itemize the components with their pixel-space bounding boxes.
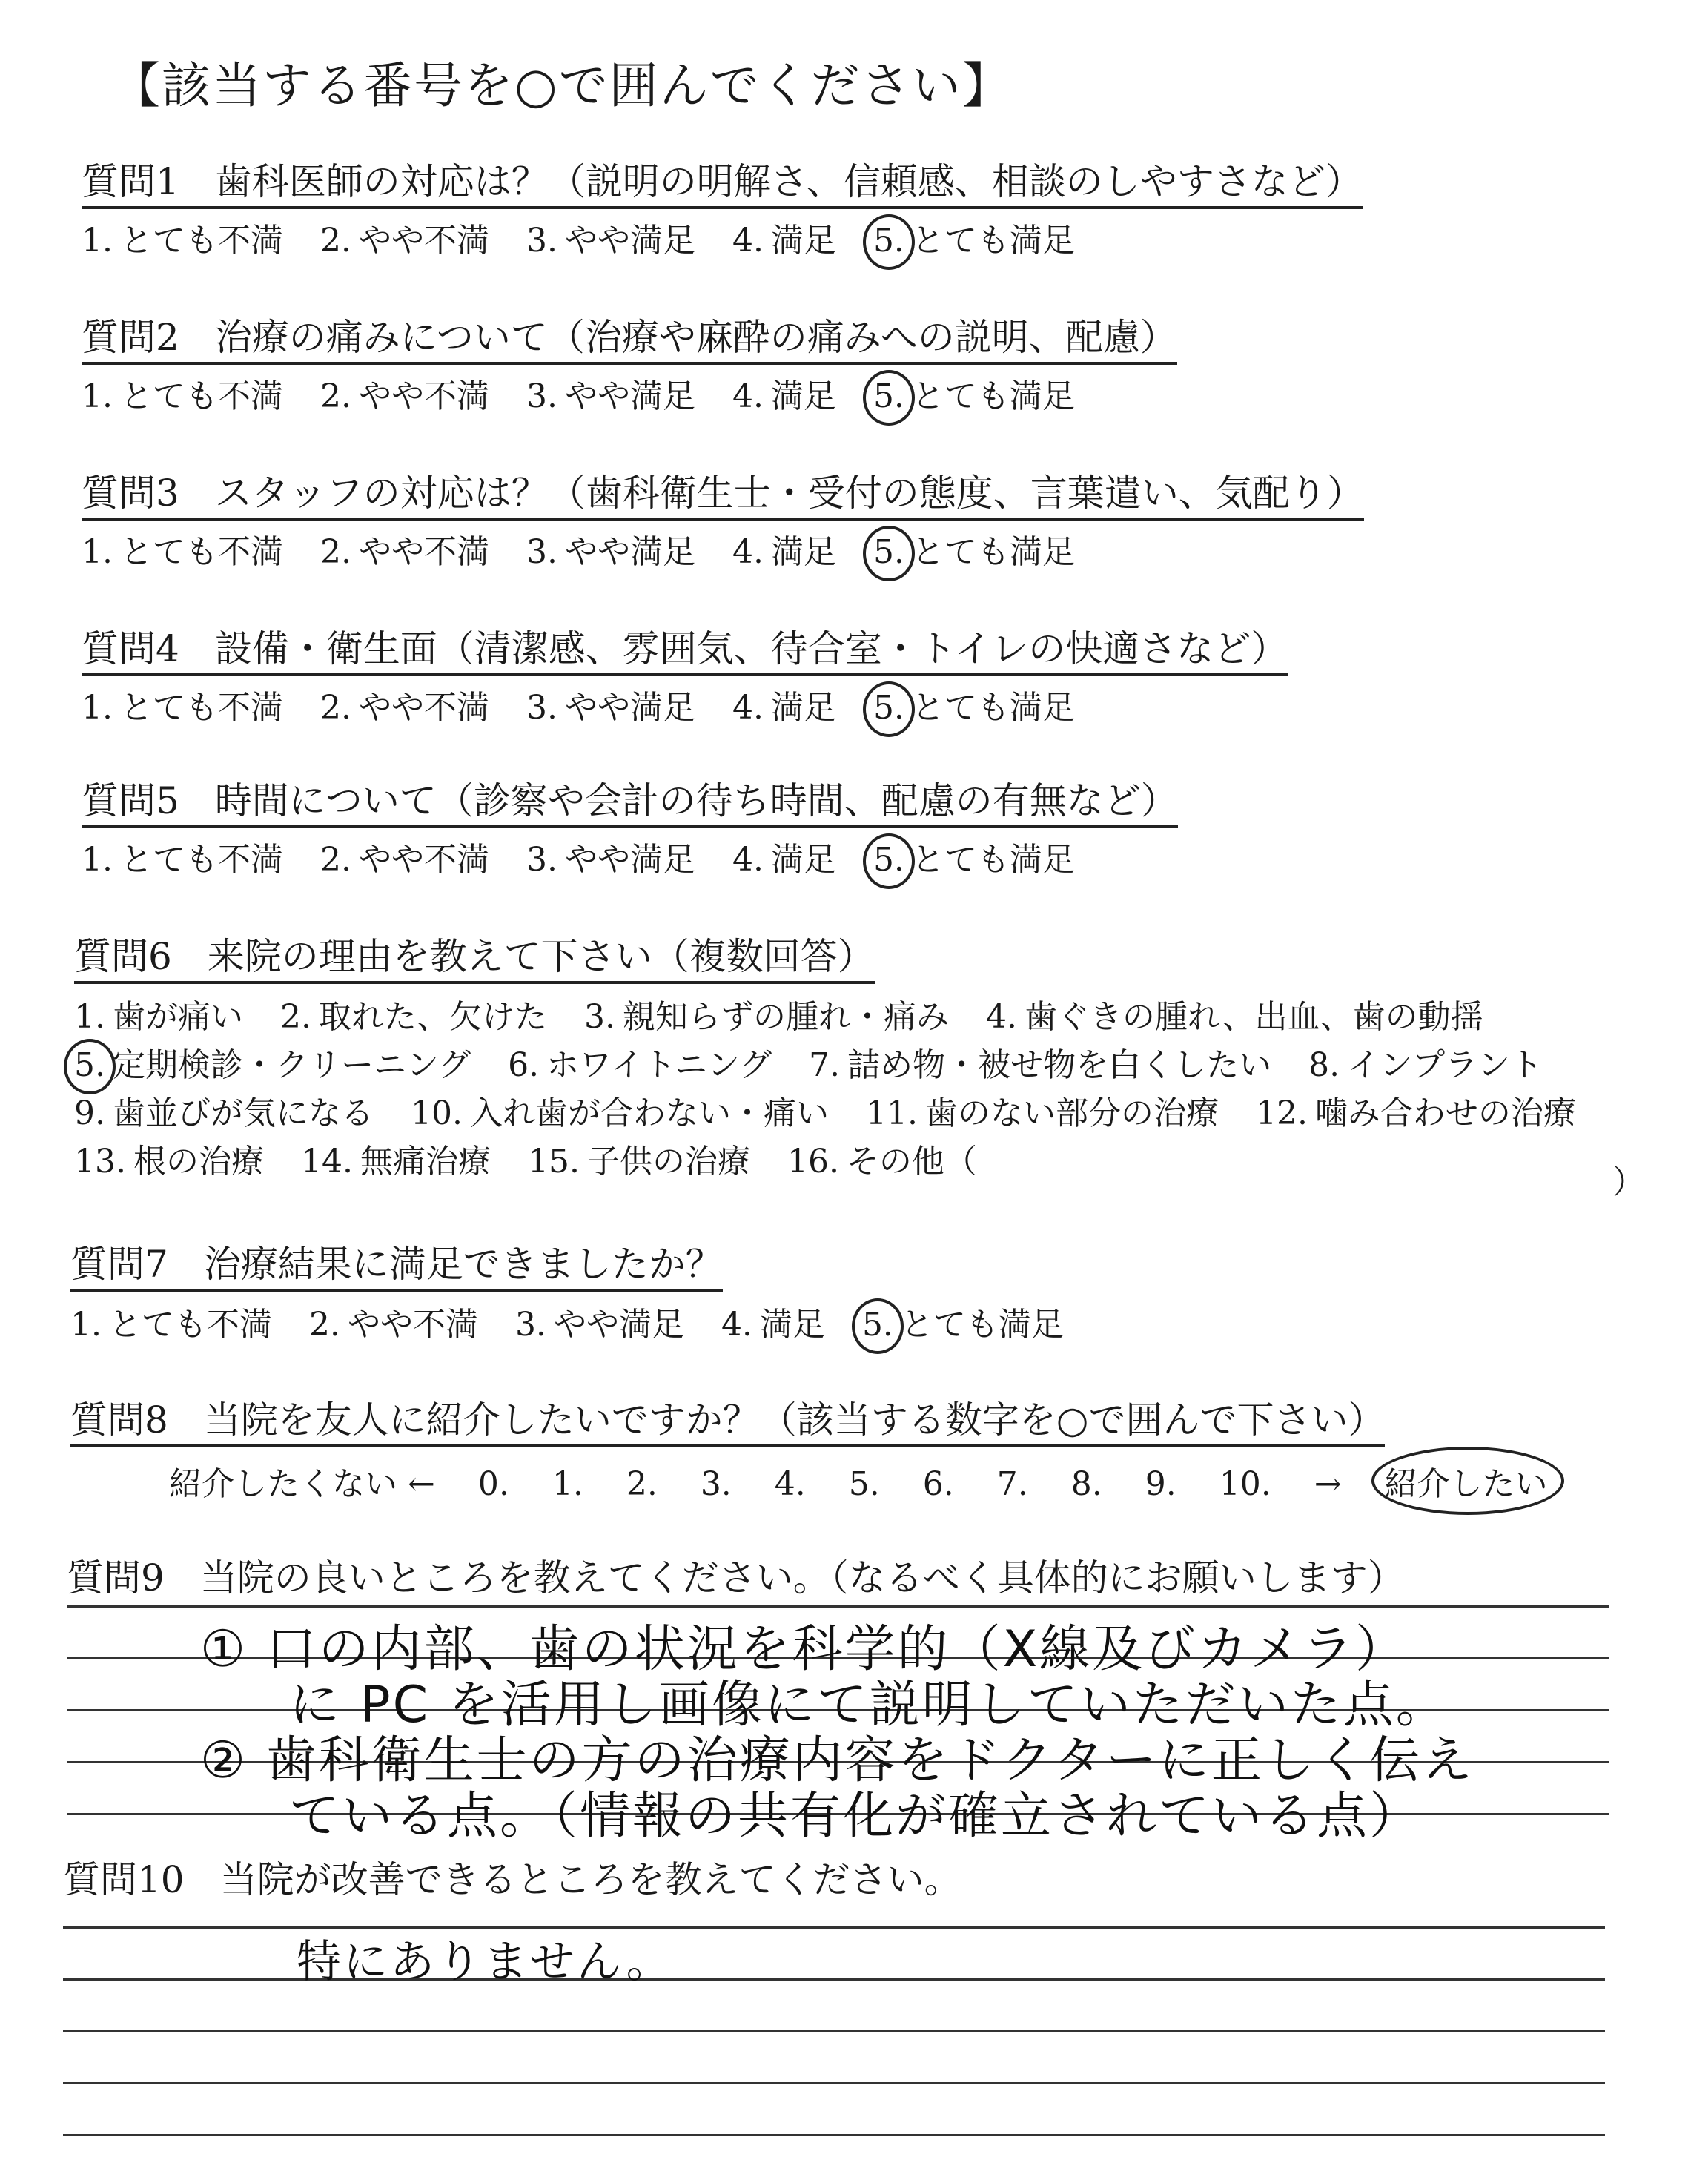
- reason-option[interactable]: 13. 根の治療: [74, 1143, 264, 1180]
- question-8-title: 当院を友人に紹介したいですか？（該当する数字を○で囲んで下さい）: [203, 1398, 1386, 1441]
- question-7: [70, 1235, 723, 1288]
- answer-line: [63, 2082, 1605, 2084]
- option-2[interactable]: 2. やや不満: [320, 377, 489, 415]
- q8-scale: [169, 1457, 1580, 1505]
- question-9: [67, 1548, 1405, 1602]
- scale-right-label-selected[interactable]: 紹介したい: [1385, 1457, 1548, 1505]
- answer-line: [67, 1605, 1609, 1608]
- option-4[interactable]: 4. 満足: [732, 533, 836, 571]
- question-1-heading: [82, 160, 1363, 209]
- scale-number[interactable]: 3.: [700, 1465, 732, 1503]
- q9-answer-line-2: に PC を活用し画像にて説明していただいた点。: [289, 1676, 1449, 1734]
- q6-row-2: [74, 1038, 1569, 1086]
- question-6-label: 質問6: [74, 935, 172, 978]
- answer-line: [63, 2030, 1605, 2032]
- reason-option[interactable]: 8. インプラント: [1308, 1046, 1543, 1084]
- question-2: [82, 308, 1177, 361]
- question-8-label: 質問8: [70, 1398, 168, 1441]
- question-1-options: [82, 214, 1102, 261]
- scale-number[interactable]: 1.: [552, 1465, 583, 1503]
- q9-answer-line-4: ている点。（情報の共有化が確立されている点）: [289, 1787, 1423, 1846]
- question-5: [82, 771, 1178, 825]
- question-3: [82, 463, 1364, 517]
- question-2-options: [82, 369, 1102, 417]
- selection-circle: 5.: [873, 377, 904, 415]
- question-2-label: 質問2: [82, 316, 179, 359]
- question-10: [63, 1850, 961, 1903]
- q6-row-1: [74, 990, 1510, 1037]
- option-5-selected[interactable]: 5. とても満足: [873, 689, 1075, 727]
- reason-option[interactable]: 4. 歯ぐきの腫れ、出血、歯の動揺: [985, 998, 1483, 1036]
- q10-answer: 特にありません。: [297, 1936, 673, 1988]
- reason-option[interactable]: 15. 子供の治療: [527, 1143, 750, 1180]
- option-2[interactable]: 2. やや不満: [320, 222, 489, 260]
- question-6-title: 来院の理由を教えて下さい（複数回答）: [207, 935, 875, 978]
- answer-line: [63, 2134, 1605, 2136]
- scale-number[interactable]: 7.: [996, 1465, 1028, 1503]
- q6-other-close-paren: ）: [1612, 1163, 1645, 1201]
- selection-circle: 5.: [861, 1306, 893, 1344]
- option-1[interactable]: 1. とても不満: [70, 1306, 272, 1344]
- scale-arrow: →: [1314, 1465, 1342, 1503]
- option-4[interactable]: 4. 満足: [732, 377, 836, 415]
- reason-option-selected[interactable]: 5. 定期検診・クリーニング: [74, 1046, 471, 1084]
- question-8: [70, 1390, 1385, 1444]
- scale-number[interactable]: 0.: [477, 1465, 509, 1503]
- option-5-selected[interactable]: 5. とても満足: [873, 533, 1075, 571]
- question-4: [82, 619, 1288, 673]
- reason-option[interactable]: 7. 詰め物・被せ物を白くしたい: [809, 1046, 1272, 1084]
- option-3[interactable]: 3. やや満足: [526, 377, 695, 415]
- option-2[interactable]: 2. やや不満: [320, 533, 489, 571]
- question-4-title: 設備・衛生面（清潔感、雰囲気、待合室・トイレの快適さなど）: [214, 627, 1288, 670]
- question-4-options: [82, 681, 1102, 728]
- question-2-title: 治療の痛みについて（治療や麻酔の痛みへの説明、配慮）: [214, 316, 1177, 359]
- option-5-selected[interactable]: 5. とても満足: [873, 222, 1075, 260]
- option-5-selected[interactable]: 5. とても満足: [861, 1306, 1064, 1344]
- reason-option-other[interactable]: 16. その他（: [787, 1143, 977, 1180]
- answer-line: [63, 1926, 1605, 1929]
- reason-option[interactable]: 11. 歯のない部分の治療: [865, 1094, 1219, 1132]
- option-4[interactable]: 4. 満足: [732, 222, 836, 260]
- question-5-heading: [82, 779, 1178, 828]
- option-3[interactable]: 3. やや満足: [526, 689, 695, 727]
- question-8-heading: [70, 1398, 1385, 1447]
- selection-circle: 5.: [74, 1046, 105, 1084]
- question-7-options: [70, 1298, 1090, 1345]
- reason-option[interactable]: 3. 親知らずの腫れ・痛み: [583, 998, 949, 1036]
- option-2[interactable]: 2. やや不満: [308, 1306, 478, 1344]
- question-1-title: 歯科医師の対応は？（説明の明解さ、信頼感、相談のしやすさなど）: [214, 160, 1363, 203]
- reason-option[interactable]: 10. 入れ歯が合わない・痛い: [410, 1094, 829, 1132]
- question-5-title: 時間について（診察や会計の待ち時間、配慮の有無など）: [214, 779, 1178, 822]
- scale-left-label: 紹介したくない ←: [169, 1465, 435, 1503]
- scale-number[interactable]: 4.: [774, 1465, 806, 1503]
- answer-line: [63, 1978, 1605, 1981]
- option-4[interactable]: 4. 満足: [721, 1306, 825, 1344]
- reason-option[interactable]: 12. 噛み合わせの治療: [1255, 1094, 1576, 1132]
- question-7-heading: [70, 1243, 723, 1292]
- question-10-label: 質問10: [63, 1858, 185, 1901]
- question-3-title: スタッフの対応は？（歯科衛生士・受付の態度、言葉遣い、気配り）: [214, 472, 1364, 515]
- question-4-heading: [82, 627, 1288, 676]
- option-2[interactable]: 2. やや不満: [320, 841, 489, 879]
- selection-circle: 5.: [873, 689, 904, 727]
- q9-answer-line-3: ② 歯科衛生士の方の治療内容をドクターに正しく伝え: [200, 1731, 1474, 1790]
- q6-row-3: [74, 1086, 1603, 1134]
- option-2[interactable]: 2. やや不満: [320, 689, 489, 727]
- option-1[interactable]: 1. とても不満: [82, 222, 283, 260]
- question-4-label: 質問4: [82, 627, 179, 670]
- option-1[interactable]: 1. とても不満: [82, 533, 283, 571]
- option-3[interactable]: 3. やや満足: [526, 533, 695, 571]
- reason-option[interactable]: 1. 歯が痛い: [74, 998, 243, 1036]
- question-6-heading: [74, 935, 875, 984]
- option-1[interactable]: 1. とても不満: [82, 689, 283, 727]
- reason-option[interactable]: 2. 取れた、欠けた: [279, 998, 547, 1036]
- option-4[interactable]: 4. 満足: [732, 841, 836, 879]
- question-2-heading: [82, 316, 1177, 365]
- selection-circle: 5.: [873, 222, 904, 260]
- selection-circle: 5.: [873, 533, 904, 571]
- question-9-title: 当院の良いところを教えてください。（なるべく具体的にお願いします）: [199, 1556, 1405, 1599]
- q6-row-4: [74, 1135, 1004, 1182]
- option-3[interactable]: 3. やや満足: [514, 1306, 684, 1344]
- reason-option[interactable]: 9. 歯並びが気になる: [74, 1094, 374, 1132]
- option-1[interactable]: 1. とても不満: [82, 841, 283, 879]
- option-4[interactable]: 4. 満足: [732, 689, 836, 727]
- selection-circle: 5.: [873, 841, 904, 879]
- question-9-label: 質問9: [67, 1556, 165, 1599]
- question-1-label: 質問1: [82, 160, 179, 203]
- reason-option[interactable]: 6. ホワイトニング: [508, 1046, 772, 1084]
- scale-number[interactable]: 8.: [1070, 1465, 1102, 1503]
- question-6: [74, 927, 875, 980]
- q9-answer-line-1: ① 口の内部、歯の状況を科学的（X線及びカメラ）: [200, 1620, 1409, 1679]
- scale-number[interactable]: 10.: [1219, 1465, 1271, 1503]
- scale-number[interactable]: 2.: [626, 1465, 658, 1503]
- scale-number[interactable]: 5.: [848, 1465, 880, 1503]
- scale-number[interactable]: 9.: [1145, 1465, 1176, 1503]
- option-5-selected[interactable]: 5. とても満足: [873, 377, 1075, 415]
- reason-option[interactable]: 14. 無痛治療: [300, 1143, 491, 1180]
- question-3-options: [82, 525, 1102, 572]
- option-1[interactable]: 1. とても不満: [82, 377, 283, 415]
- question-7-label: 質問7: [70, 1243, 168, 1286]
- question-3-heading: [82, 472, 1364, 521]
- question-5-options: [82, 833, 1102, 880]
- page-title: 【該当する番号を○で囲んでください】: [111, 57, 1013, 114]
- question-10-title: 当院が改善できるところを教えてください。: [219, 1858, 961, 1901]
- question-1: [82, 152, 1363, 205]
- option-3[interactable]: 3. やや満足: [526, 222, 695, 260]
- question-3-label: 質問3: [82, 472, 179, 515]
- option-5-selected[interactable]: 5. とても満足: [873, 841, 1075, 879]
- question-7-title: 治療結果に満足できましたか？: [203, 1243, 723, 1286]
- question-5-label: 質問5: [82, 779, 179, 822]
- option-3[interactable]: 3. やや満足: [526, 841, 695, 879]
- scale-number[interactable]: 6.: [922, 1465, 954, 1503]
